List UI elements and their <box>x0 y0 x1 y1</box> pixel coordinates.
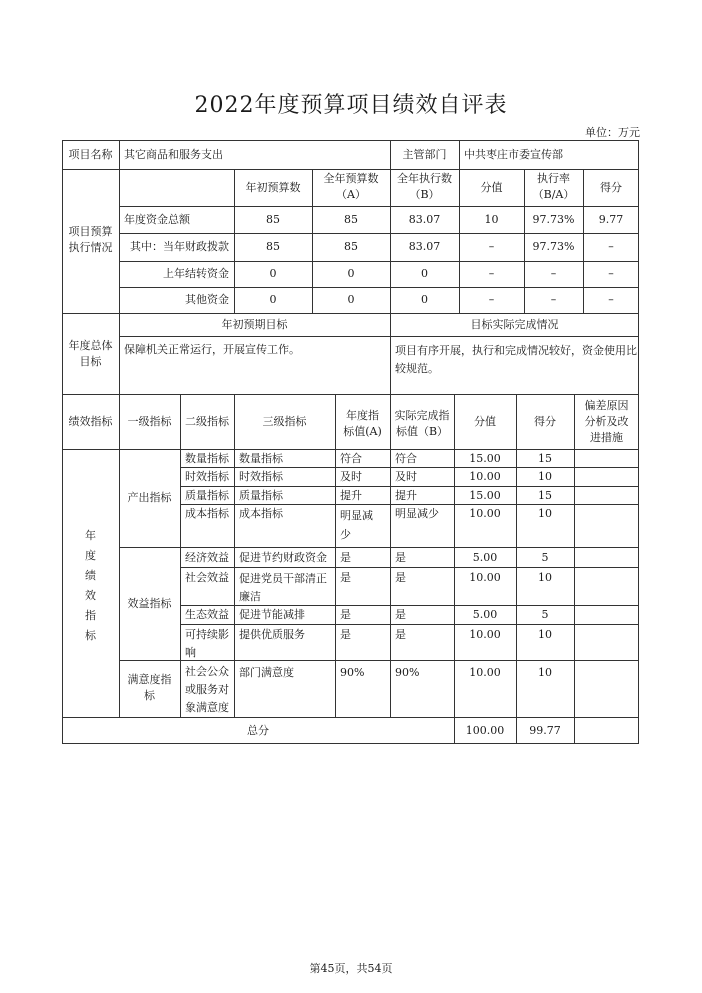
ind-score-value: 10.00 <box>469 507 501 520</box>
group-benefit: 效益指标 <box>127 596 172 610</box>
exec-row-executed: 0 <box>421 267 428 280</box>
ind-level2 <box>180 626 234 662</box>
ind-level2-line2: 或服务对 <box>185 683 229 696</box>
execution-label <box>62 224 119 256</box>
ind-score: 10 <box>538 666 552 679</box>
exec-row-label: 年度资金总额 <box>124 212 190 226</box>
exec-row-score: – <box>608 240 614 253</box>
header-level2: 二级指标 <box>185 414 229 428</box>
ind-level3: 促进节能减排 <box>239 608 305 621</box>
vertical-char: 效 <box>85 589 96 602</box>
unit-label: 单位：万元 <box>585 126 640 139</box>
total-label: 总分 <box>247 723 269 737</box>
header-executed-line2: （B） <box>409 188 440 201</box>
ind-level2: 数量指标 <box>185 452 229 465</box>
header-perf-indicator: 绩效指标 <box>68 414 113 428</box>
ind-level3: 部门满意度 <box>239 666 294 679</box>
ind-target-line1: 明显减 <box>340 509 373 522</box>
ind-score-value: 15.00 <box>469 452 501 465</box>
header-target-line2: 标值(A) <box>343 425 382 438</box>
ind-actual: 是 <box>395 608 406 621</box>
ind-level2-line1: 可持续影 <box>185 628 229 641</box>
ind-level2: 经济效益 <box>185 551 229 564</box>
exec-row-annual: 85 <box>344 240 358 253</box>
ind-target: 是 <box>340 628 351 641</box>
header-exec-rate-line1: 执行率 <box>537 172 570 185</box>
header-actual-line1: 实际完成指 <box>394 409 450 422</box>
ind-score: 5 <box>541 608 549 621</box>
dept-value: 中共枣庄市委宣传部 <box>464 147 563 161</box>
header-annual-budget <box>312 171 390 203</box>
ind-score: 10 <box>538 571 552 584</box>
exec-row-score: – <box>608 293 614 306</box>
ind-score: 15 <box>538 452 552 465</box>
exec-row-executed: 0 <box>421 293 428 306</box>
header-executed <box>390 171 459 203</box>
header-ind-score: 得分 <box>534 414 556 428</box>
ind-level3: 成本指标 <box>239 507 283 520</box>
expected-goal-text: 保障机关正常运行，开展宣传工作。 <box>124 343 300 356</box>
ind-target: 是 <box>340 571 351 584</box>
total-score-value: 100.00 <box>465 723 505 737</box>
exec-row-score: – <box>608 267 614 280</box>
total-score: 99.77 <box>529 723 561 737</box>
ind-level2: 成本指标 <box>185 507 229 520</box>
vertical-char: 绩 <box>85 569 96 582</box>
vertical-indicator-label <box>62 526 119 646</box>
header-ind-score-value: 分值 <box>474 414 496 428</box>
exec-row-rate: 97.73% <box>532 240 575 253</box>
exec-row-annual: 0 <box>347 293 355 306</box>
vertical-char: 指 <box>85 609 96 622</box>
group-output: 产出指标 <box>127 491 172 504</box>
ind-target <box>335 506 390 544</box>
header-actual <box>390 408 454 440</box>
ind-score-value: 10.00 <box>469 470 501 483</box>
ind-score: 10 <box>538 507 552 520</box>
ind-score-value: 5.00 <box>472 608 498 621</box>
ind-actual: 提升 <box>395 489 417 502</box>
ind-level3-line1: 促进党员干部清正 <box>239 572 327 585</box>
header-score: 得分 <box>600 181 622 194</box>
header-actual-line2: 标值（B） <box>395 425 449 438</box>
ind-actual: 是 <box>395 628 406 641</box>
ind-level3-line2: 廉洁 <box>239 590 261 603</box>
actual-goal-text-line2: 较规范。 <box>395 362 439 375</box>
actual-goal-text <box>390 342 639 378</box>
header-executed-line1: 全年执行数 <box>397 172 452 185</box>
exec-row-initial: 0 <box>269 267 277 280</box>
project-name-value: 其它商品和服务支出 <box>124 147 223 161</box>
ind-actual: 是 <box>395 551 406 564</box>
header-level3: 三级指标 <box>262 414 307 428</box>
actual-goal-header: 目标实际完成情况 <box>470 317 559 331</box>
ind-level3: 促进节约财政资金 <box>239 551 327 564</box>
ind-actual: 符合 <box>395 452 417 465</box>
ind-actual: 是 <box>395 571 406 584</box>
ind-target: 提升 <box>340 489 362 502</box>
exec-row-score-value: – <box>488 293 495 306</box>
goals-label-line1: 年度总体 <box>68 339 113 352</box>
ind-level2: 质量指标 <box>185 489 229 502</box>
exec-row-executed: 83.07 <box>408 212 441 226</box>
header-annual-budget-line1: 全年预算数 <box>323 172 379 185</box>
ind-score: 10 <box>538 628 552 641</box>
ind-level3: 数量指标 <box>239 452 283 465</box>
ind-level3: 时效指标 <box>239 470 283 483</box>
evaluation-table <box>62 140 639 744</box>
ind-target: 及时 <box>340 470 362 483</box>
ind-score-value: 10.00 <box>469 628 501 641</box>
exec-row-rate: – <box>550 293 557 306</box>
actual-goal-text-line1: 项目有序开展，执行和完成情况较好，资金使用比 <box>395 344 637 357</box>
exec-row-annual: 85 <box>344 212 358 226</box>
exec-row-score-value: 10 <box>484 212 499 226</box>
ind-actual: 明显减少 <box>395 507 439 520</box>
dept-label: 主管部门 <box>402 147 447 161</box>
header-deviation-line2: 分析及改 <box>584 415 629 428</box>
execution-label-line2: 执行情况 <box>68 241 113 254</box>
exec-row-score-value: – <box>488 267 495 280</box>
header-deviation <box>574 398 639 446</box>
project-name-label: 项目名称 <box>68 147 113 161</box>
header-level1: 一级指标 <box>127 414 172 428</box>
page-footer: 第45页，共54页 <box>309 962 393 975</box>
execution-label-line1: 项目预算 <box>68 225 113 238</box>
group-satisfaction-line1: 满意度指 <box>127 673 172 686</box>
ind-level3: 质量指标 <box>239 489 283 502</box>
ind-actual: 及时 <box>395 470 417 483</box>
ind-level2-line2: 响 <box>185 646 196 659</box>
group-satisfaction <box>119 672 180 704</box>
header-deviation-line1: 偏差原因 <box>584 399 629 412</box>
ind-target: 是 <box>340 608 351 621</box>
ind-level2: 社会效益 <box>185 571 229 584</box>
exec-row-label: 上年结转资金 <box>163 267 229 280</box>
vertical-char: 标 <box>85 629 96 642</box>
ind-target: 符合 <box>340 452 362 465</box>
ind-target-line2: 少 <box>340 528 351 541</box>
ind-score: 5 <box>541 551 549 564</box>
ind-level3 <box>234 570 335 606</box>
header-score-value: 分值 <box>480 181 503 194</box>
group-satisfaction-line2: 标 <box>144 689 155 702</box>
page-title: 2022年度预算项目绩效自评表 <box>194 93 508 118</box>
vertical-char: 年 <box>85 529 96 542</box>
ind-level2: 生态效益 <box>185 608 229 621</box>
vertical-char: 度 <box>85 549 96 562</box>
header-initial-budget: 年初预算数 <box>245 181 301 194</box>
expected-goal-header: 年初预期目标 <box>221 317 288 331</box>
header-exec-rate <box>524 171 583 203</box>
header-annual-budget-line2: （A） <box>336 188 366 201</box>
ind-score-value: 10.00 <box>469 666 501 679</box>
exec-row-initial: 85 <box>266 212 280 226</box>
exec-row-label: 其中：当年财政拨款 <box>130 240 229 253</box>
goals-label <box>62 338 119 370</box>
exec-row-score: 9.77 <box>598 212 624 226</box>
ind-score: 10 <box>538 470 552 483</box>
exec-row-initial: 0 <box>269 293 277 306</box>
ind-target: 是 <box>340 551 351 564</box>
ind-target: 90% <box>340 666 365 679</box>
goals-label-line2: 目标 <box>79 355 102 368</box>
exec-row-initial: 85 <box>266 240 280 253</box>
exec-row-label: 其他资金 <box>185 293 229 306</box>
ind-score: 15 <box>538 489 552 502</box>
ind-level2-line3: 象满意度 <box>185 701 229 714</box>
header-target <box>335 408 390 440</box>
ind-level2: 时效指标 <box>185 470 229 483</box>
exec-row-rate: – <box>550 267 557 280</box>
ind-level2-line1: 社会公众 <box>185 665 229 678</box>
header-deviation-line3: 进措施 <box>590 431 623 444</box>
ind-score-value: 5.00 <box>472 551 498 564</box>
exec-row-annual: 0 <box>347 267 355 280</box>
ind-actual: 90% <box>395 666 420 679</box>
exec-row-executed: 83.07 <box>408 240 441 253</box>
header-target-line1: 年度指 <box>346 409 379 422</box>
exec-row-score-value: – <box>488 240 495 253</box>
header-exec-rate-line2: （B/A） <box>532 188 575 201</box>
exec-row-rate: 97.73% <box>532 212 575 226</box>
ind-score-value: 15.00 <box>469 489 501 502</box>
ind-level3: 提供优质服务 <box>239 628 305 641</box>
ind-level2 <box>180 663 234 717</box>
ind-score-value: 10.00 <box>469 571 501 584</box>
